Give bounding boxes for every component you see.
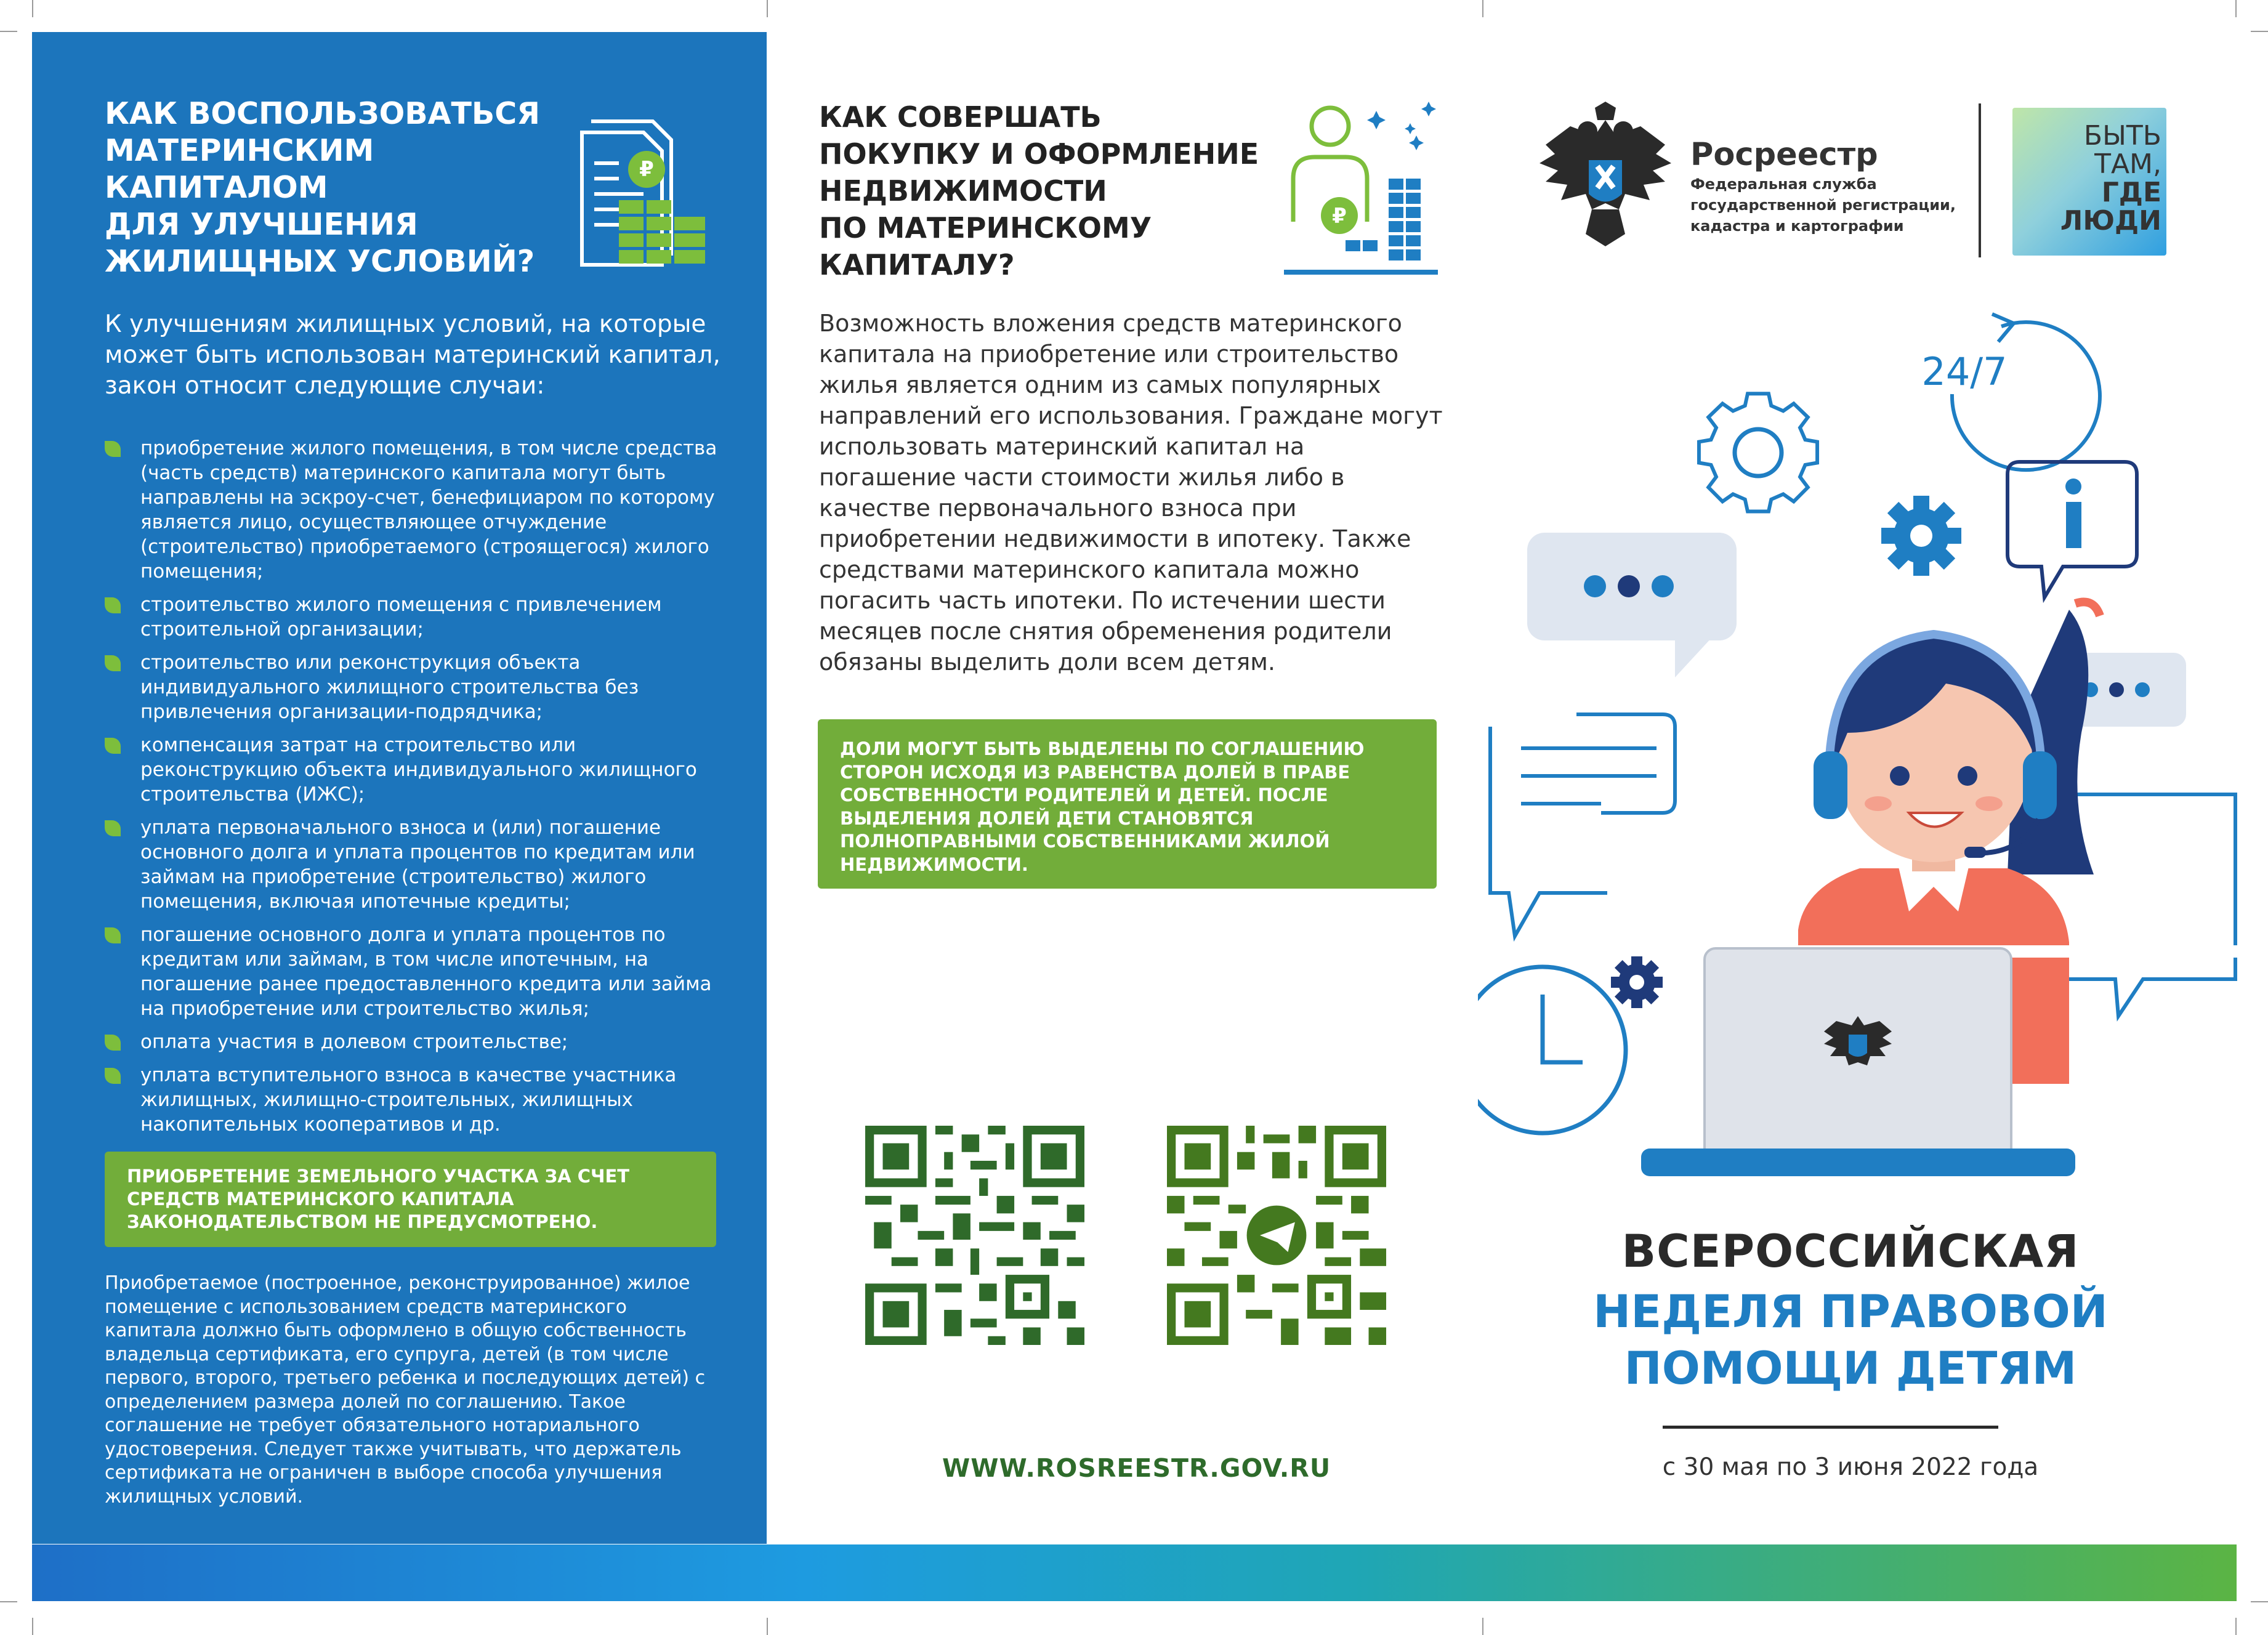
leaf-bullet-icon bbox=[105, 441, 121, 457]
left-title-line: ЖИЛИЩНЫХ УСЛОВИЙ? bbox=[105, 244, 535, 279]
list-item: погашение основного долга и уплата процентов по кредитам или займам, в том числе ипотечным, на погашение ранее предоставленного кредита или займа на приобретение или строительство жилья; bbox=[105, 922, 727, 1021]
document-ruble-icon bbox=[570, 114, 717, 274]
list-item: строительство жилого помещения с привлечением строительной организации; bbox=[105, 592, 727, 642]
middle-title-line: КАК СОВЕРШАТЬ bbox=[819, 100, 1102, 134]
headline-line-2-3: НЕДЕЛЯ ПРАВОВОЙ ПОМОЩИ ДЕТЯМ bbox=[1593, 1286, 2108, 1395]
leaf-bullet-icon bbox=[105, 655, 121, 671]
left-title-line: МАТЕРИНСКИМ bbox=[105, 133, 374, 168]
leaf-bullet-icon bbox=[105, 597, 121, 613]
list-item: уплата первоначального взноса и (или) погашение основного долга и уплата процентов по кредитам или займам на приобретение (строительство) жилого помещения, включая ипотечные кредиты; bbox=[105, 815, 727, 914]
left-title bbox=[105, 95, 548, 280]
badge-24-7: 24/7 bbox=[1921, 349, 2008, 394]
operator-illustration bbox=[1478, 302, 2266, 1201]
leaf-bullet-icon bbox=[105, 1035, 121, 1051]
middle-body: Возможность вложения средств материнского капитала на приобретение или строительство жилья является одним из самых популярных направлений его использования. Граждане могут использовать материнский капитал на погашение части стоимости жилья либо в качестве первоначального взноса при приобретении недвижимости в ипотеку. Также средствами материнского капитала можно погасить часть ипотеки. По истечении шести месяцев после снятия обременения родители обязаны выделить доли всем детям. bbox=[819, 310, 1443, 676]
clock-24-7-icon bbox=[1921, 314, 2100, 470]
gear-small-icon bbox=[1611, 956, 1663, 1008]
list-item: компенсация затрат на строительство или реконструкцию объекта индивидуального жилищного строительства (ИЖС); bbox=[105, 733, 727, 807]
middle-title-line: ПО МАТЕРИНСКОМУ bbox=[819, 211, 1152, 244]
middle-title bbox=[819, 99, 1287, 283]
leaf-bullet-icon bbox=[105, 927, 121, 943]
middle-title-line: НЕДВИЖИМОСТИ bbox=[819, 174, 1107, 208]
svg-text:₽: ₽ bbox=[639, 157, 654, 182]
left-bottom-text: Приобретаемое (построенное, реконструированное) жилое помещение с использованием средств материнского капитала должно быть оформлено в общую собственность владельца сертификата, его супруга, детей (в том числе первого, второго, третьего ребенка и последующих детей) с определением размера долей по соглашению. Такое соглашение не требует обязательного нотариального удостоверения. Следует также учитывать, что держатель сертификата не ограничен в выборе способа улучшения жилищных условий. bbox=[105, 1272, 706, 1508]
info-icon bbox=[2008, 462, 2137, 597]
leaf-bullet-icon bbox=[105, 820, 121, 836]
left-note-box: ПРИОБРЕТЕНИЕ ЗЕМЕЛЬНОГО УЧАСТКА ЗА СЧЕТ СРЕДСТВ МАТЕРИНСКОГО КАПИТАЛА ЗАКОНОДАТЕЛЬСТВОМ НЕ ПРЕДУСМОТРЕНО. bbox=[105, 1152, 716, 1247]
slogan-text: БЫТЬ ТАМ, ГДЕ ЛЮДИ bbox=[2060, 120, 2161, 236]
middle-note-box: ДОЛИ МОГУТ БЫТЬ ВЫДЕЛЕНЫ ПО СОГЛАШЕНИЮ СТОРОН ИСХОДЯ ИЗ РАВЕНСТВА ДОЛЕЙ В ПРАВЕ СОБСТВЕННОСТИ РОДИТЕЛЕЙ И ДЕТЕЙ. ПОСЛЕ ВЫДЕЛЕНИЯ ДОЛЕЙ ДЕТИ СТАНОВЯТСЯ ПОЛНОПРАВНЫМИ СОБСТВЕННИКАМИ ЖИЛОЙ НЕДВИЖИМОСТИ. bbox=[818, 719, 1437, 889]
gear-icon bbox=[1881, 496, 1961, 576]
gear-outline-icon bbox=[1699, 394, 1817, 511]
leaf-bullet-icon bbox=[105, 1068, 121, 1084]
qr-code-telegram[interactable] bbox=[1167, 1126, 1386, 1345]
clock-icon bbox=[1478, 967, 1626, 1133]
chat-bubble-icon bbox=[1527, 533, 1737, 677]
svg-text:₽: ₽ bbox=[1332, 204, 1347, 228]
left-title-line: КАПИТАЛОМ bbox=[105, 170, 328, 205]
left-intro: К улучшениям жилищных условий, на которые может быть использован материнский капитал, закон относит следующие случаи: bbox=[105, 310, 720, 400]
bottom-gradient-bar bbox=[32, 1544, 2237, 1601]
qr-code-vk[interactable] bbox=[865, 1126, 1084, 1345]
website-link[interactable]: WWW.ROSREESTR.GOV.RU bbox=[942, 1453, 1331, 1483]
person-building-ruble-icon bbox=[1284, 99, 1444, 277]
left-title-line: КАК ВОСПОЛЬЗОВАТЬСЯ bbox=[105, 96, 540, 131]
left-list bbox=[105, 436, 727, 1145]
leaf-bullet-icon bbox=[105, 738, 121, 754]
text-lines-icon bbox=[1521, 748, 1657, 804]
headline-line-1: ВСЕРОССИЙСКАЯ bbox=[1621, 1225, 2080, 1278]
list-item: приобретение жилого помещения, в том числе средства (часть средств) материнского капитала могут быть направлены на эскроу-счет, бенефициаром по которому является лицо, осуществляющее отчуждение (строительство) приобретаемого (строящегося) жилого помещения; bbox=[105, 436, 727, 584]
brand-name: Росреестр bbox=[1690, 137, 1878, 173]
left-title-line: ДЛЯ УЛУЧШЕНИЯ bbox=[105, 207, 418, 242]
middle-title-line: ПОКУПКУ И ОФОРМЛЕНИЕ bbox=[819, 137, 1259, 171]
brand-subtitle: Федеральная служба государственной регистрации, кадастра и картографии bbox=[1690, 176, 1956, 235]
list-item: оплата участия в долевом строительстве; bbox=[105, 1030, 727, 1054]
headline-rule bbox=[1663, 1426, 1998, 1429]
event-dates: с 30 мая по 3 июня 2022 года bbox=[1662, 1453, 2039, 1481]
header-divider bbox=[1979, 103, 1981, 257]
rosreestr-eagle-icon bbox=[1533, 102, 1678, 256]
list-item: уплата вступительного взноса в качестве участника жилищных, жилищно-строительных, жилищных накопительных кооперативов и др. bbox=[105, 1063, 727, 1137]
list-item: строительство или реконструкция объекта индивидуального жилищного строительства без привлечения организации-подрядчика; bbox=[105, 650, 727, 724]
middle-title-line: КАПИТАЛУ? bbox=[819, 248, 1015, 281]
